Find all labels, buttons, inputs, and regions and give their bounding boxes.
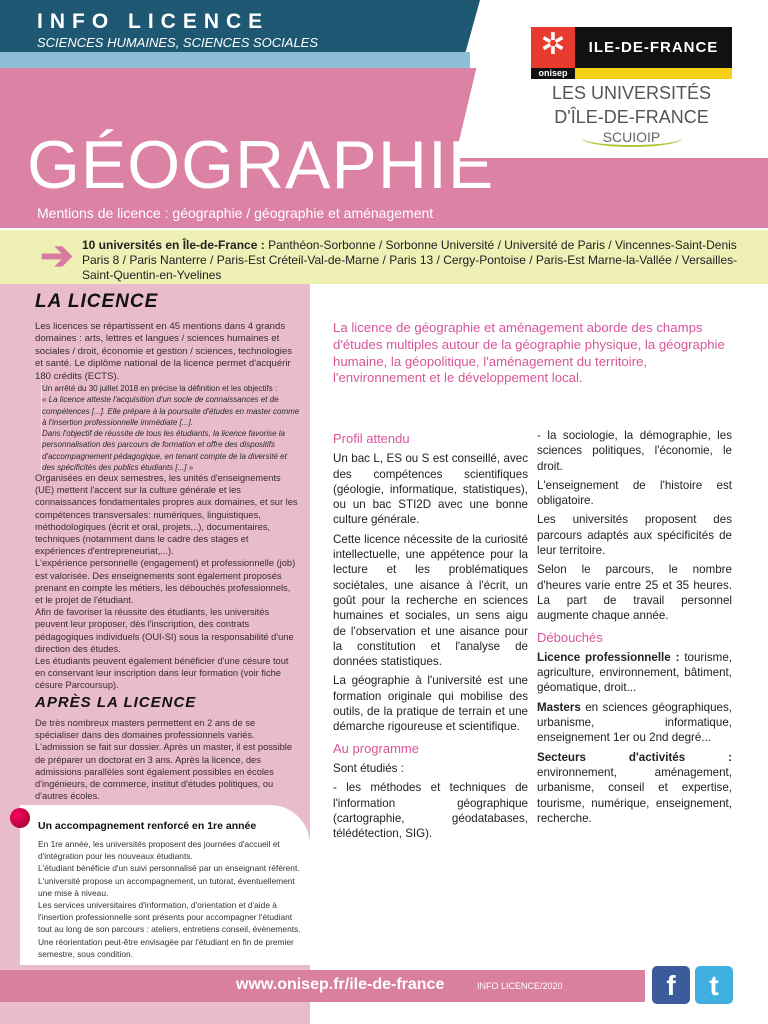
profil-paragraph: Un bac L, ES ou S est conseillé, avec des compétences scientifiques (géologie, informatique, statistiques), ou un bac STI2D avec une bonne culture générale. <box>333 452 528 527</box>
brand-name: onisep <box>531 68 575 79</box>
debouches-text: tourisme, agriculture, environnement, bâtiment, géomatique, droit... <box>537 650 732 695</box>
pushpin-icon <box>10 808 30 828</box>
debouches-label: Licence professionnelle : <box>537 650 680 664</box>
apres-text: De très nombreux masters permettent en 2 ans de se spécialiser dans des domaines professionnels variés. L'admission se fait sur dossier. Après un master, il est possible de préparer un doctorat en 3 ans. Après la licence, des admissions parallèles sont également possibles en écoles d'ingénieurs, de commerce, institut d'études politiques, ou d'autres écoles. <box>35 718 293 802</box>
debouches-item <box>537 750 732 826</box>
programme-paragraph: - la sociologie, la démographie, les sciences politiques, l'économie, le droit. <box>537 429 732 473</box>
debouches-heading: Débouchés <box>537 629 603 645</box>
debouches-text: en sciences géographiques, urbanisme, informatique, enseignement 1er ou 2nd degré... <box>537 700 732 745</box>
domain-label: SCIENCES HUMAINES, SCIENCES SOCIALES <box>37 35 319 50</box>
programme-heading: Au programme <box>333 740 419 756</box>
quote-part2: Dans l'objectif de réussite de tous les étudiants, la licence favorise la personnalisation des parcours de formation et offre des dispositifs d'accompagnement pédagogique, en tenant compte de la diversité et des spécificités des publics étudiants [...] » <box>42 429 287 473</box>
accompagnement-text <box>38 838 303 960</box>
licence-intro: Les licences se répartissent en 45 mentions dans 4 grands domaines : arts, lettres et langues / sciences humaines et sociales / droit, économie et gestion / sciences, technologies et santé. Le diplôme national de la licence permet d'acquérir 180 crédits (ECTS). <box>35 321 293 382</box>
profil-paragraph: La géographie à l'université est une formation originale qui mobilise des outils, de la pratique de terrain et une démarche rigoureuse et scientifique. <box>333 674 528 734</box>
quote-intro: Un arrêté du 30 juillet 2018 en précise la définition et les objectifs : <box>42 384 278 393</box>
debouches-item <box>537 650 732 696</box>
licence-heading: LA LICENCE <box>35 291 159 312</box>
region-name: ILE-DE-FRANCE <box>575 27 732 68</box>
apres-heading: APRÈS LA LICENCE <box>35 694 197 711</box>
accompagnement-paragraph: L'étudiant bénéficie d'un suivi personnalisé par un enseignant référent. L'université propose un accompagnement, un tutorat, éventuellement une mise à niveau. <box>38 863 300 898</box>
series-label: INFO LICENCE <box>37 10 270 33</box>
programme-paragraph: Les universités proposent des parcours adaptés aux spécificités de leur territoire. <box>537 513 732 558</box>
facebook-icon[interactable]: f <box>652 966 690 1004</box>
page-title: GÉOGRAPHIE <box>27 127 495 203</box>
licence-body <box>35 472 300 692</box>
universities-list <box>82 238 742 283</box>
right-column-1 <box>333 425 528 845</box>
onisep-logo <box>531 27 732 147</box>
universities-line2: D'ÎLE-DE-FRANCE <box>554 107 709 127</box>
accompagnement-paragraph: Les services universitaires d'information, d'orientation et d'aide à l'insertion professionnelle sont présents pour accompagner l'étudiant tout au long de son parcours : ateliers, entretiens conseil, évènements. Une réorientation peut-être envisagée par l'étudiant en fin de premier semestre, sous condition. <box>38 900 301 959</box>
licence-paragraph: Afin de favoriser la réussite des étudiants, les universités peuvent leur proposer, dès l'inscription, des contrats pédagogiques individuels (OUI-SI) sous la responsabilité d'une direction des études. <box>35 607 294 654</box>
licence-paragraph: L'expérience personnelle (engagement) et professionnelle (job) est valorisée. Des enseignements sont également proposés prenant en compte les métiers, les débouchés professionnels, et le projet de l'étudiant. <box>35 558 296 606</box>
programme-paragraph: Sont étudiés : <box>333 761 404 775</box>
debouches-label: Secteurs d'activités : <box>537 750 732 764</box>
debouches-text: environnement, aménagement, urbanisme, conseil et expertise, tourisme, numérique, enseignement, recherche. <box>537 765 732 825</box>
scuioip-logo: SCUIOIP <box>582 129 682 147</box>
onisep-star-icon: ✲ onisep <box>531 27 575 79</box>
accompagnement-heading: Un accompagnement renforcé en 1re année <box>38 820 257 832</box>
debouches-label: Masters <box>537 700 581 714</box>
accompagnement-paragraph: En 1re année, les universités proposent des journées d'accueil et d'intégration pour les nouveaux étudiants. <box>38 839 280 862</box>
profil-paragraph: Cette licence nécessite de la curiosité intellectuelle, une appétence pour la lecture et les problématiques sociétales, une aisance à l'écrit, un goût pour la recherche en sciences humaines et sociales, un sens aigu de l'observation et une aisance pour la constitution et l'analyse de données statistiques. <box>333 532 528 669</box>
profil-heading: Profil attendu <box>333 431 410 446</box>
licence-paragraph: Les étudiants peuvent également bénéficier d'une césure tout en conservant leur inscription dans leur formation (voir fiche césure Parcoursup). <box>35 656 289 691</box>
universities-line1: LES UNIVERSITÉS <box>551 83 712 103</box>
twitter-icon[interactable]: t <box>695 966 733 1004</box>
licence-quote <box>41 383 301 473</box>
universities-names: Panthéon-Sorbonne / Sorbonne Université / Université de Paris / Vincennes-Saint-Denis Paris 8 / Paris Nanterre / Paris-Est Créteil-Val-de-Marne / Paris 13 / Cergy-Pontoise / Paris-Est Marne-la-Vallée / Versailles-Saint-Quentin-en-Yvelines <box>82 238 738 282</box>
debouches-item <box>537 700 732 746</box>
quote-part1: « La licence atteste l'acquisition d'un socle de connaissances et de compétences [...]. Elle prépare à la poursuite d'études en master comme à l'insertion professionnelle immédiate [...]. <box>42 395 300 427</box>
edition-label: INFO LICENCE/2020 <box>477 981 563 991</box>
programme-paragraph: L'enseignement de l'histoire est obligatoire. <box>537 478 732 508</box>
lead-paragraph: La licence de géographie et aménagement aborde des champs d'études multiples autour de la géographie physique, la géographie humaine, la géopolitique, l'aménagement du territoire, l'environnement et le développement local. <box>333 320 725 386</box>
mentions-subtitle: Mentions de licence : géographie / géographie et aménagement <box>37 205 434 221</box>
header-stripe <box>0 52 470 68</box>
programme-paragraph: - les méthodes et techniques de l'information géographique (cartographie, géodatabases, télédétection, SIG). <box>333 781 528 841</box>
arrow-right-icon: ➔ <box>40 234 74 278</box>
onisep-link[interactable]: www.onisep.fr/ile-de-france <box>236 976 445 993</box>
licence-paragraph: Organisées en deux semestres, les unités d'enseignements (UE) mettent l'accent sur la culture générale et les connaissances fondamentales propres aux domaines, et sur les compétences transversales: numériques, linguistiques, méthodologiques (écrit et oral, projets,..), documentaires, techniques (notamment dans le cadre des stages et expériences d'entrepreneuriat,...). <box>35 473 298 557</box>
universities-lead: 10 universités en Île-de-France : <box>82 238 265 252</box>
right-column-2 <box>537 428 732 830</box>
programme-paragraph: Selon le parcours, le nombre d'heures varie entre 25 et 35 heures. La part de travail personnel augmente chaque année. <box>537 563 732 623</box>
